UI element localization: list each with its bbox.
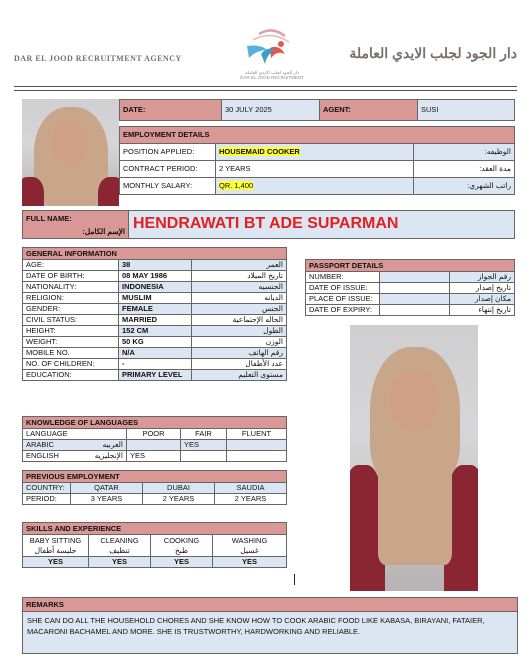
position-label-ar: الوظيفه:	[414, 144, 515, 161]
header-divider-2	[14, 90, 517, 91]
skill-cooking-value: YES	[151, 557, 213, 568]
salary-value: QR. 1,400	[219, 181, 254, 190]
passport-expiry-label: DATE OF EXPIRY:	[306, 305, 380, 316]
religion-label: RELIGION:	[23, 293, 119, 304]
passport-issue-place-label: PLACE OF ISSUE:	[306, 294, 380, 305]
skill-washing	[213, 535, 287, 557]
languages-title: KNOWLEDGE OF LANGUAGES	[23, 417, 287, 429]
period-3: 2 YEARS	[215, 494, 287, 505]
passport-details-section	[305, 259, 515, 316]
language-name: ARABIC	[26, 440, 54, 449]
language-fluent-value	[227, 451, 287, 462]
civil-status-label-ar: الحاله الإجتماعية	[192, 315, 287, 326]
position-value: HOUSEMAID COOKER	[219, 147, 300, 156]
skill-name: WASHING	[231, 535, 268, 545]
logo-text-arabic: دار الجود لجلب الايدي العاملة	[245, 70, 299, 75]
skill-baby-sitting-value: YES	[23, 557, 89, 568]
skills-title: SKILLS AND EXPERIENCE	[23, 523, 287, 535]
dob-value: 08 MAY 1986	[119, 271, 192, 282]
country-label: COUNTRY:	[23, 483, 71, 494]
language-fluent-value	[227, 440, 287, 451]
passport-issue-date-value	[380, 283, 450, 294]
skill-name-ar: تنظيف	[109, 545, 130, 555]
previous-employment-title: PREVIOUS EMPLOYMENT	[23, 471, 287, 483]
date-agent-row	[119, 99, 515, 121]
height-label: HEIGHT:	[23, 326, 119, 337]
passport-expiry-value	[380, 305, 450, 316]
weight-value: 50 KG	[119, 337, 192, 348]
employment-details-title: EMPLOYMENT DETAILS	[120, 127, 515, 144]
remarks-title: REMARKS	[23, 598, 518, 612]
children-label: NO. OF CHILDREN:	[23, 359, 119, 370]
header-divider	[14, 86, 517, 87]
language-name-ar: الإنجليزيه	[94, 451, 123, 460]
agency-name-english: DAR EL JOOD RECRUITMENT AGENCY	[14, 54, 182, 63]
dob-label-ar: تاريخ الميلاد	[192, 271, 287, 282]
full-name-row	[22, 210, 515, 239]
period-2: 2 YEARS	[143, 494, 215, 505]
skill-cooking	[151, 535, 213, 557]
logo-icon	[237, 28, 307, 68]
full-name-label: FULL NAME:	[26, 214, 72, 223]
full-name-label-cell	[23, 211, 129, 239]
passport-details-title: PASSPORT DETAILS	[306, 260, 515, 272]
agent-value: SUSI	[418, 100, 515, 121]
passport-number-label-ar: رقم الجواز	[450, 272, 515, 283]
nationality-value: INDONESIA	[119, 282, 192, 293]
skill-baby-sitting	[23, 535, 89, 557]
passport-issue-date-label: DATE OF ISSUE:	[306, 283, 380, 294]
language-row-arabic	[23, 440, 127, 451]
general-information-section	[22, 247, 287, 381]
skill-cleaning	[89, 535, 151, 557]
logo-text-english: DAR EL JOOD RECRUITMENT	[240, 75, 304, 80]
previous-employment-section	[22, 470, 287, 505]
remarks-section	[22, 597, 518, 654]
weight-label: WEIGHT:	[23, 337, 119, 348]
gender-value: FEMALE	[119, 304, 192, 315]
skill-name: COOKING	[163, 535, 200, 545]
period-1: 3 YEARS	[71, 494, 143, 505]
passport-number-value	[380, 272, 450, 283]
civil-status-value: MARRIED	[119, 315, 192, 326]
language-poor-value	[127, 440, 181, 451]
language-poor-value: YES	[127, 451, 181, 462]
languages-header-fluent: FLUENT	[227, 429, 287, 440]
full-name-value: HENDRAWATI BT ADE SUPARMAN	[133, 214, 399, 232]
nationality-label-ar: الجنسيه	[192, 282, 287, 293]
language-row-english	[23, 451, 127, 462]
religion-value: MUSLIM	[119, 293, 192, 304]
period-label: PERIOD:	[23, 494, 71, 505]
education-value: PRIMARY LEVEL	[119, 370, 192, 381]
language-name: ENGLISH	[26, 451, 59, 460]
languages-header-language: LANGUAGE	[23, 429, 127, 440]
skill-name-ar: غسيل	[240, 545, 259, 555]
language-name-ar: العربيه	[102, 440, 123, 449]
mobile-value: N/A	[119, 348, 192, 359]
education-label: EDUCATION:	[23, 370, 119, 381]
height-value: 152 CM	[119, 326, 192, 337]
country-3: SAUDIA	[215, 483, 287, 494]
languages-section	[22, 416, 287, 462]
agency-logo	[237, 28, 307, 82]
gender-label-ar: الجنس	[192, 304, 287, 315]
position-label: POSITION APPLIED:	[120, 144, 216, 161]
language-fair-value: YES	[181, 440, 227, 451]
age-label-ar: العمر	[192, 260, 287, 271]
skills-section	[22, 522, 287, 568]
general-information-title: GENERAL INFORMATION	[23, 248, 287, 260]
text-cursor	[294, 574, 295, 585]
contract-value: 2 YEARS	[216, 161, 414, 178]
skill-name-ar: طبخ	[174, 545, 189, 555]
passport-issue-date-label-ar: تاريخ إصدار	[450, 283, 515, 294]
age-label: AGE:	[23, 260, 119, 271]
skill-cleaning-value: YES	[89, 557, 151, 568]
mobile-label: MOBILE NO.	[23, 348, 119, 359]
country-2: DUBAI	[143, 483, 215, 494]
age-value: 38	[119, 260, 192, 271]
language-fair-value	[181, 451, 227, 462]
passport-issue-place-label-ar: مكان إصدار	[450, 294, 515, 305]
applicant-photo-small	[22, 99, 119, 206]
contract-label: CONTRACT PERIOD:	[120, 161, 216, 178]
passport-expiry-label-ar: تاريخ إنتهاء	[450, 305, 515, 316]
mobile-label-ar: رقم الهاتف	[192, 348, 287, 359]
languages-header-fair: FAIR	[181, 429, 227, 440]
remarks-text: SHE CAN DO ALL THE HOUSEHOLD CHORES AND SHE KNOW HOW TO COOK ARABIC FOOD LIKE KABASA, BIRAYANI, FATAIER, MACARONI BACHAMEL AND MORE. SHE IS TRUSTWORTHY, HARDWORKING AND RELIABLE.	[23, 612, 518, 654]
children-value: -	[119, 359, 192, 370]
salary-label-ar: راتب الشهري:	[414, 178, 515, 195]
religion-label-ar: الديانه	[192, 293, 287, 304]
education-label-ar: مستوى التعليم	[192, 370, 287, 381]
passport-issue-place-value	[380, 294, 450, 305]
applicant-photo-large	[350, 325, 478, 591]
languages-header-poor: POOR	[127, 429, 181, 440]
country-1: QATAR	[71, 483, 143, 494]
skill-name: BABY SITTING	[29, 535, 82, 545]
gender-label: GENDER:	[23, 304, 119, 315]
skill-washing-value: YES	[213, 557, 287, 568]
salary-label: MONTHLY SALARY:	[120, 178, 216, 195]
nationality-label: NATIONALITY:	[23, 282, 119, 293]
full-name-label-ar: الإسم الكامل:	[82, 227, 125, 236]
civil-status-label: CIVIL STATUS:	[23, 315, 119, 326]
date-label: DATE:	[120, 100, 222, 121]
agency-name-arabic: دار الجود لجلب الايدي العاملة	[349, 45, 517, 61]
weight-label-ar: الوزن	[192, 337, 287, 348]
skill-name-ar: جليسة أطفال	[34, 545, 77, 555]
skill-name: CLEANING	[100, 535, 139, 545]
height-label-ar: الطول	[192, 326, 287, 337]
date-value: 30 JULY 2025	[222, 100, 320, 121]
children-label-ar: عدد الأطفال	[192, 359, 287, 370]
agent-label: AGENT:	[320, 100, 418, 121]
contract-label-ar: مدة العقد:	[414, 161, 515, 178]
dob-label: DATE OF BIRTH:	[23, 271, 119, 282]
passport-number-label: NUMBER:	[306, 272, 380, 283]
employment-details-section	[119, 126, 515, 195]
